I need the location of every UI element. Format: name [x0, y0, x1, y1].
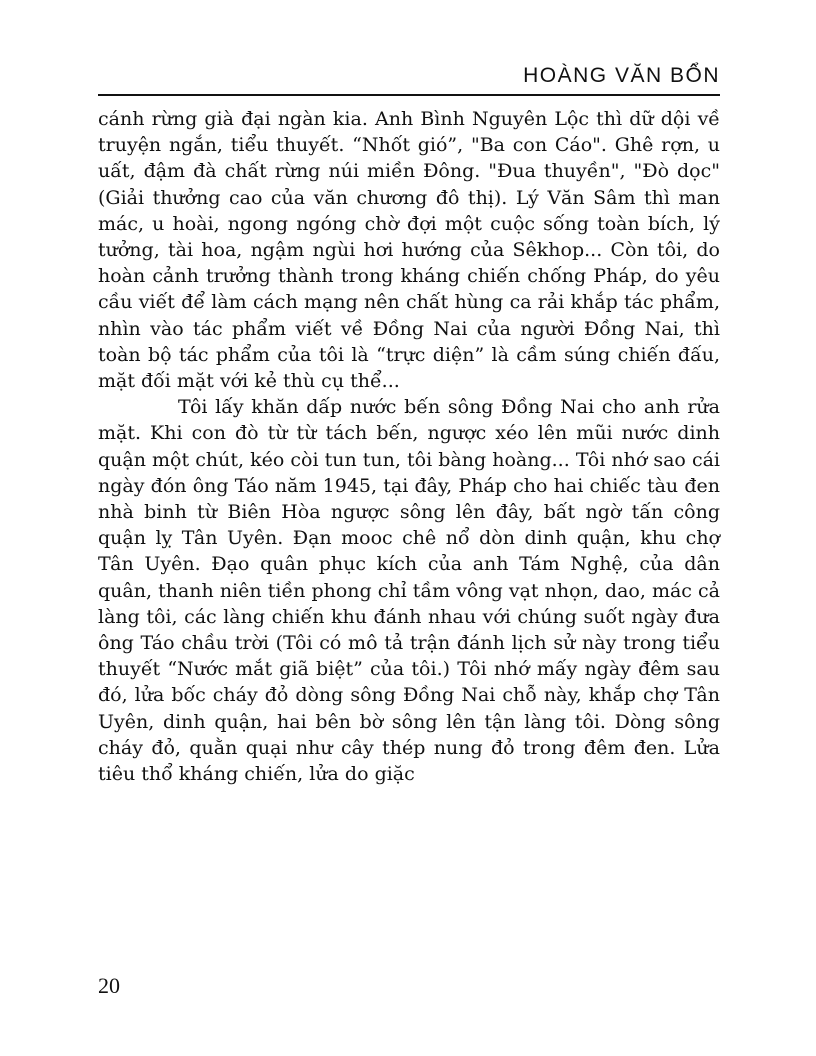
- paragraph-2: Tôi lấy khăn dấp nước bến sông Đồng Nai cho anh rửa mặt. Khi con đò từ từ tách bến, ngược xéo lên mũi nước dinh quận một chút, kéo còi tun tun, tôi bàng hoàng... Tôi nhớ sao cái ngày đón ông Táo năm 1945, tại đây, Pháp cho hai chiếc tàu đen nhà binh từ Biên Hòa ngược sông lên đây, bất ngờ tấn công quận lỵ Tân Uyên. Đạn mooc chê nổ dòn dinh quận, khu chợ Tân Uyên. Đạo quân phục kích của anh Tám Nghệ, của dân quân, thanh niên tiền phong chỉ tầm vông vạt nhọn, dao, mác cả làng tôi, các làng chiến khu đánh nhau với chúng suốt ngày đưa ông Táo chầu trời (Tôi có mô tả trận đánh lịch sử này trong tiểu thuyết “Nước mắt giã biệt” của tôi.) Tôi nhớ mấy ngày đêm sau đó, lửa bốc cháy đỏ dòng sông Đồng Nai chỗ này, khắp chợ Tân Uyên, dinh quận, hai bên bờ sông lên tận làng tôi. Dòng sông cháy đỏ, quằn quại như cây thép nung đỏ trong đêm đen. Lửa tiêu thổ kháng chiến, lửa do giặc: [98, 396, 720, 786]
- header-rule: [98, 94, 720, 96]
- body-text: [98, 106, 720, 787]
- paragraph-1: cánh rừng già đại ngàn kia. Anh Bình Nguyên Lộc thì dữ dội về truyện ngắn, tiểu thuyết. “Nhốt gió”, "Ba con Cáo". Ghê rợn, u uất, đậm đà chất rừng núi miền Đông. "Đua thuyền", "Đò dọc" (Giải thưởng cao của văn chương đô thị). Lý Văn Sâm thì man mác, u hoài, ngong ngóng chờ đợi một cuộc sống toàn bích, lý tưởng, tài hoa, ngậm ngùi hơi hướng của Sêkhop... Còn tôi, do hoàn cảnh trưởng thành trong kháng chiến chống Pháp, do yêu cầu viết để làm cách mạng nên chất hùng ca rải khắp tác phẩm, nhìn vào tác phẩm viết về Đồng Nai của người Đồng Nai, thì toàn bộ tác phẩm của tôi là “trực diện” là cầm súng chiến đấu, mặt đối mặt với kẻ thù cụ thể...: [98, 108, 720, 393]
- page-number: 20: [98, 973, 120, 998]
- running-header-author: HOÀNG VĂN BỔN: [523, 64, 720, 87]
